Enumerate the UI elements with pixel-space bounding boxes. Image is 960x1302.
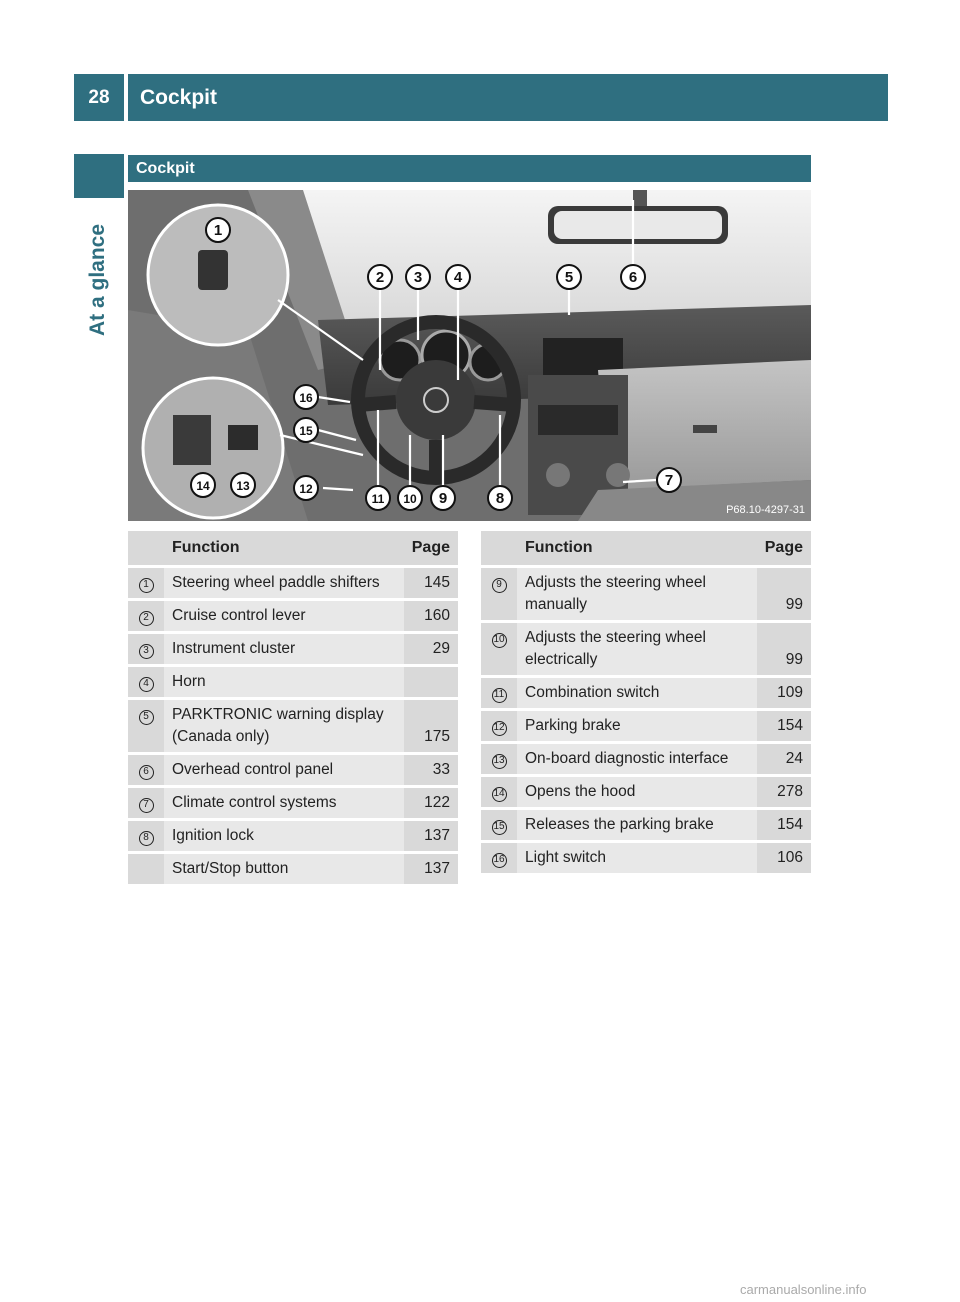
row-page: 160 <box>404 601 458 631</box>
table-row <box>481 744 811 774</box>
row-function: Climate control systems <box>164 788 404 818</box>
figure-callout <box>191 473 215 497</box>
page-title: Cockpit <box>128 74 888 121</box>
row-page: 137 <box>404 854 458 884</box>
callout-number: 12 <box>492 721 507 736</box>
figure-callout <box>621 265 645 289</box>
callout-label: 6 <box>628 269 638 286</box>
callout-label: 11 <box>371 492 385 506</box>
figure-callout <box>488 486 512 510</box>
table-row <box>128 568 458 598</box>
row-function: Combination switch <box>517 678 757 708</box>
figure-callout <box>431 486 455 510</box>
callout-label: 1 <box>213 222 223 239</box>
callout-number: 10 <box>492 633 507 648</box>
section-title: Cockpit <box>128 155 811 182</box>
callout-number: 4 <box>139 677 154 692</box>
row-page: 145 <box>404 568 458 598</box>
callout-label: 2 <box>375 269 385 286</box>
row-function: Cruise control lever <box>164 601 404 631</box>
figure-callout <box>406 265 430 289</box>
table-row <box>128 667 458 697</box>
figure-callout <box>398 486 422 510</box>
table-row <box>481 711 811 741</box>
table-row <box>128 755 458 785</box>
col-function-header: Function <box>517 531 757 565</box>
table-row <box>481 843 811 873</box>
row-function: Opens the hood <box>517 777 757 807</box>
figure-callout <box>657 468 681 492</box>
callout-label: 12 <box>299 482 313 496</box>
col-page-header: Page <box>757 531 811 565</box>
table-row <box>128 788 458 818</box>
table-row <box>128 821 458 851</box>
callout-number: 11 <box>492 688 507 703</box>
figure-callout <box>294 476 318 500</box>
callout-number: 14 <box>492 787 507 802</box>
callout-number: 13 <box>492 754 507 769</box>
col-page-header: Page <box>404 531 458 565</box>
row-page: 175 <box>404 700 458 752</box>
table-row <box>128 601 458 631</box>
table-header-row <box>128 531 458 565</box>
callout-label: 3 <box>413 269 423 286</box>
row-function: Overhead control panel <box>164 755 404 785</box>
callout-number: 15 <box>492 820 507 835</box>
callout-label: 13 <box>236 479 250 493</box>
row-function: Adjusts the steering wheel electrically <box>517 623 757 675</box>
callout-number: 7 <box>139 798 154 813</box>
page-number: 28 <box>74 74 124 121</box>
row-function: Instrument cluster <box>164 634 404 664</box>
row-page: 99 <box>757 568 811 620</box>
table-row <box>481 568 811 620</box>
callout-number: 16 <box>492 853 507 868</box>
callout-label: 14 <box>196 479 210 493</box>
row-page: 137 <box>404 821 458 851</box>
row-function: Light switch <box>517 843 757 873</box>
table-row <box>128 854 458 884</box>
row-page: 106 <box>757 843 811 873</box>
figure-callout <box>294 418 318 442</box>
table-row <box>128 634 458 664</box>
row-function: Releases the parking brake <box>517 810 757 840</box>
function-table-right <box>481 528 811 876</box>
figure-callout <box>446 265 470 289</box>
callout-label: 7 <box>664 472 674 489</box>
table-header-row <box>481 531 811 565</box>
callout-label: 4 <box>453 269 463 286</box>
row-function: PARKTRONIC warning display (Canada only) <box>164 700 404 752</box>
table-row <box>481 810 811 840</box>
row-function: Steering wheel paddle shifters <box>164 568 404 598</box>
row-page: 122 <box>404 788 458 818</box>
row-page: 109 <box>757 678 811 708</box>
row-page: 154 <box>757 711 811 741</box>
table-row <box>128 700 458 752</box>
footer-watermark: carmanualsonline.info <box>740 1282 867 1297</box>
figure-callout <box>294 385 318 409</box>
row-function: Parking brake <box>517 711 757 741</box>
row-page: 33 <box>404 755 458 785</box>
figure-callout <box>366 486 390 510</box>
figure-code: P68.10-4297-31 <box>726 504 805 516</box>
side-tab-marker <box>74 154 124 198</box>
row-page: 24 <box>757 744 811 774</box>
callout-label: 8 <box>495 490 505 507</box>
figure-callout <box>557 265 581 289</box>
callout-label: 9 <box>438 490 448 507</box>
callout-label: 10 <box>403 492 417 506</box>
callout-label: 5 <box>564 269 574 286</box>
row-function: On-board diagnostic interface <box>517 744 757 774</box>
row-page: 29 <box>404 634 458 664</box>
table-row <box>481 623 811 675</box>
callout-number: 8 <box>139 831 154 846</box>
row-page: 154 <box>757 810 811 840</box>
callout-number: 9 <box>492 578 507 593</box>
figure-callout <box>368 265 392 289</box>
figure-callout <box>206 218 230 242</box>
row-page: 99 <box>757 623 811 675</box>
row-page <box>404 667 458 697</box>
callout-label: 15 <box>299 424 313 438</box>
cockpit-photo <box>128 190 811 521</box>
row-function: Adjusts the steering wheel manually <box>517 568 757 620</box>
function-table-left <box>128 528 458 887</box>
callout-number: 2 <box>139 611 154 626</box>
row-page: 278 <box>757 777 811 807</box>
row-function: Start/Stop button <box>164 854 404 884</box>
table-row <box>481 777 811 807</box>
col-function-header: Function <box>164 531 404 565</box>
callout-number: 3 <box>139 644 154 659</box>
figure-callout <box>231 473 255 497</box>
row-function: Horn <box>164 667 404 697</box>
table-row <box>481 678 811 708</box>
callout-label: 16 <box>299 391 313 405</box>
side-tab-label: At a glance <box>86 223 109 336</box>
row-function: Ignition lock <box>164 821 404 851</box>
callout-number: 6 <box>139 765 154 780</box>
callout-number: 5 <box>139 710 154 725</box>
callout-number: 1 <box>139 578 154 593</box>
